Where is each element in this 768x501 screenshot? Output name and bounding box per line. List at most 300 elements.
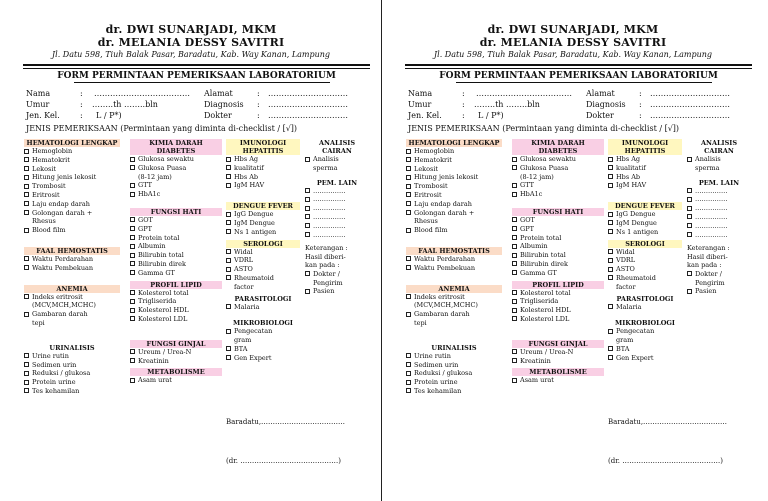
section-hematologi: HEMATOLOGI LENGKAP [406,139,502,147]
checklist-item-asam-urat[interactable] [512,376,604,385]
checklist-item-golongan-darah-rhesus[interactable] [406,209,502,227]
imunologi-list [608,155,682,190]
checklist-item-gen-expert[interactable] [226,354,300,363]
checklist-item-waktu-pembekuan[interactable] [406,264,502,273]
checklist-item-blank[interactable] [687,195,751,204]
checklist-item-kolesterol-total[interactable] [512,289,604,298]
checklist-item-pasien[interactable] [305,287,369,296]
checkbox[interactable] [24,175,29,180]
checklist-label: GPT [138,224,152,233]
checklist-item-vdrl[interactable] [608,256,682,265]
checklist-item-gambaran-darah-tepi[interactable] [406,310,502,328]
checkbox[interactable] [130,183,135,188]
checkbox[interactable] [130,358,135,363]
checkbox[interactable] [24,362,29,367]
checklist-item-reduksi-glukosa[interactable] [406,369,502,378]
checklist-item-hba1c[interactable] [512,190,604,199]
checklist-item-asto[interactable] [608,265,682,274]
checklist-label: Widal [616,247,635,256]
checklist-item-trigliserida[interactable] [512,297,604,306]
checklist-label: Golongan darah + [414,208,475,217]
keterangan-line-1: Hasil diberi- [687,252,728,261]
checklist-item-kolesterol-ldl[interactable] [130,315,222,324]
checkbox[interactable] [512,235,517,240]
checkbox[interactable] [24,353,29,358]
checkbox[interactable] [305,188,310,193]
checklist-label: Urine rutin [32,351,69,360]
checkbox[interactable] [226,220,231,225]
checkbox[interactable] [512,226,517,231]
checkbox[interactable] [406,312,411,317]
checkbox[interactable] [130,226,135,231]
section-kimia-darah: KIMIA DARAH DIABETES [130,139,222,155]
checkbox[interactable] [130,270,135,275]
checkbox[interactable] [406,149,411,154]
checkbox[interactable] [687,232,692,237]
checkbox[interactable] [305,289,310,294]
checkbox[interactable] [406,362,411,367]
checkbox[interactable] [687,197,692,202]
checklist-label: Protein urine [32,378,76,387]
checkbox[interactable] [512,165,517,170]
checklist-item-gamma-gt[interactable] [512,269,604,278]
checklist-item-blank[interactable] [687,231,751,240]
checklist-item-gen-expert[interactable] [608,354,682,363]
checkbox[interactable] [24,149,29,154]
checklist-label: Rheumatoid [616,273,656,282]
checkbox[interactable] [406,294,411,299]
checkbox[interactable] [512,244,517,249]
checklist-item-lekosit[interactable] [406,165,502,174]
checklist-item-reduksi-glukosa[interactable] [24,369,120,378]
dokter-field[interactable]: ………………………… [268,111,348,120]
checkbox[interactable] [687,271,692,276]
checklist-item-widal[interactable] [608,248,682,257]
checklist-item-blank[interactable] [305,231,369,240]
alamat-field[interactable]: ………………………… [650,89,730,98]
checkbox[interactable] [130,165,135,170]
checklist-item-pengecatan-gram[interactable] [226,327,300,345]
checkbox[interactable] [608,304,613,309]
diagnosis-field[interactable]: ………………………… [650,100,730,109]
section-analisis-cairan: ANALISIS CAIRAN [700,139,738,155]
checklist-label: Hbs Ag [616,155,641,163]
checklist-item-hbs-ab[interactable] [608,173,682,182]
checklist-item-gtt[interactable] [512,181,604,190]
checkbox[interactable] [305,223,310,228]
checklist-item-glukosa-puasa-8-12-jam[interactable] [512,164,604,182]
checkbox[interactable] [130,253,135,258]
checkbox[interactable] [305,206,310,211]
checklist-item-bilirubin-direk[interactable] [512,260,604,269]
checklist-label: Waktu Perdarahan [414,254,476,263]
checklist-item-ns-1-antigen[interactable] [608,228,682,237]
checklist-item-ureum-urea-n[interactable] [130,348,222,357]
checklist-item-bilirubin-total[interactable] [130,251,222,260]
checkbox[interactable] [305,214,310,219]
umur-field[interactable]: ……..th ……..bln [474,100,540,109]
checkbox[interactable] [512,261,517,266]
checklist-item-trombosit[interactable] [406,182,502,191]
checklist-item-albumin[interactable] [512,242,604,251]
checklist-item-kolesterol-hdl[interactable] [512,306,604,315]
checkbox[interactable] [512,192,517,197]
checkbox[interactable] [512,290,517,295]
checkbox[interactable] [406,380,411,385]
checklist-item-igm-dengue[interactable] [608,219,682,228]
checklist-item-waktu-perdarahan[interactable] [24,255,120,264]
checklist-label: Tes kehamilan [414,386,462,395]
checklist-item-indeks-eritrosit-mcv-mch-mchc[interactable] [24,293,120,311]
checkbox[interactable] [226,267,231,272]
checkbox[interactable] [608,165,613,170]
checkbox[interactable] [226,329,231,334]
checkbox[interactable] [226,275,231,280]
checkbox[interactable] [687,289,692,294]
checklist-item-ns-1-antigen[interactable] [226,228,300,237]
checklist-item-hitung-jenis-lekosit[interactable] [24,173,120,182]
checklist-label: Kreatinin [138,356,169,365]
checkbox[interactable] [608,174,613,179]
checkbox[interactable] [226,157,231,162]
checklist-label: Tes kehamilan [32,386,80,395]
clinic-address: Jl. Datu 598, Tiuh Balak Pasar, Baradatu, Kab. Way Kanan, Lampung [51,50,331,59]
nama-field[interactable]: ……………………………… [94,89,190,98]
checkbox[interactable] [130,244,135,249]
checkbox[interactable] [406,157,411,162]
umur-field[interactable]: ……..th ……..bln [92,100,158,109]
checkbox[interactable] [24,201,29,206]
checklist-item-bilirubin-total[interactable] [512,251,604,260]
checkbox[interactable] [226,304,231,309]
checkbox[interactable] [512,349,517,354]
checklist-item-trombosit[interactable] [24,182,120,191]
checklist-label: HbA1c [138,190,161,199]
checklist-item-laju-endap-darah[interactable] [406,200,502,209]
section-urinalisis: URINALISIS [49,343,95,352]
checkbox[interactable] [226,346,231,351]
checklist-item-hematokrit[interactable] [24,156,120,165]
checkbox[interactable] [608,355,613,360]
checkbox[interactable] [24,192,29,197]
checkbox[interactable] [512,183,517,188]
checklist-item-kreatinin[interactable] [512,357,604,366]
checkbox[interactable] [608,249,613,254]
faal-list [406,255,502,273]
checkbox[interactable] [512,253,517,258]
checkbox[interactable] [226,183,231,188]
checklist-item-widal[interactable] [226,248,300,257]
checkbox[interactable] [687,157,692,162]
checklist-item-asam-urat[interactable] [130,376,222,385]
checkbox[interactable] [305,271,310,276]
checklist-item-waktu-perdarahan[interactable] [406,255,502,264]
checkbox[interactable] [687,214,692,219]
checkbox[interactable] [406,201,411,206]
checklist-item-bilirubin-direk[interactable] [130,260,222,269]
checkbox[interactable] [406,192,411,197]
checklist-label: Trombosit [32,182,66,191]
checklist-item-indeks-eritrosit-mcv-mch-mchc[interactable] [406,293,502,311]
checkbox[interactable] [406,265,411,270]
checklist-label: Hbs Ab [234,172,259,181]
checkbox[interactable] [608,229,613,234]
checkbox[interactable] [24,388,29,393]
checklist-item-glukosa-puasa-8-12-jam[interactable] [130,164,222,182]
checkbox[interactable] [24,256,29,261]
checklist-label: …………… [695,212,728,221]
checklist-item-blank[interactable] [305,195,369,204]
checklist-label: Laju endap darah [414,199,472,208]
checkbox[interactable] [130,378,135,383]
checklist-item-igm-hav[interactable] [608,181,682,190]
checkbox[interactable] [687,206,692,211]
checklist-item-sedimen-urin[interactable] [406,361,502,370]
checkbox[interactable] [24,210,29,215]
checklist-item-kreatinin[interactable] [130,357,222,366]
checkbox[interactable] [406,210,411,215]
checkbox[interactable] [608,329,613,334]
jenkel-label: Jen. Kel. [26,111,60,120]
checklist-item-hbs-ab[interactable] [226,173,300,182]
checklist-item-analisis-sperma[interactable] [687,155,751,173]
nama-field[interactable]: ……………………………… [476,89,572,98]
checkbox[interactable] [687,188,692,193]
checkbox[interactable] [130,299,135,304]
checkbox[interactable] [512,358,517,363]
checkbox[interactable] [130,235,135,240]
checkbox[interactable] [406,175,411,180]
checklist-item-urine-rutin[interactable] [406,352,502,361]
checkbox[interactable] [226,355,231,360]
checkbox[interactable] [406,166,411,171]
checklist-item-hemoglobin[interactable] [24,147,120,156]
checkbox[interactable] [130,157,135,162]
checkbox[interactable] [24,184,29,189]
checklist-item-analisis-sperma[interactable] [305,155,369,173]
checklist-item-blank[interactable] [305,204,369,213]
checkbox[interactable] [512,316,517,321]
checklist-item-tes-kehamilan[interactable] [406,387,502,396]
checklist-item-hitung-jenis-lekosit[interactable] [406,173,502,182]
checklist-item-hemoglobin[interactable] [406,147,502,156]
checkbox[interactable] [608,157,613,162]
checklist-item-gambaran-darah-tepi[interactable] [24,310,120,328]
checklist-item-igg-dengue[interactable] [226,210,300,219]
checklist-item-eritrosit[interactable] [406,191,502,200]
doctor-signature: (dr. ……………………………………) [226,457,341,465]
checklist-item-igm-dengue[interactable] [226,219,300,228]
checkbox[interactable] [608,220,613,225]
checklist-item-malaria[interactable] [226,303,300,312]
checkbox[interactable] [305,232,310,237]
checklist-item-kualitatif[interactable] [226,164,300,173]
checklist-item-igm-hav[interactable] [226,181,300,190]
pem-lain-list [305,187,369,240]
checklist-item-trigliserida[interactable] [130,297,222,306]
column-analisis [305,139,369,296]
section-imunologi: IMUNOLOGI HEPATITIS [608,139,682,155]
checklist-item-hematokrit[interactable] [406,156,502,165]
checkbox[interactable] [608,346,613,351]
checklist-item-sedimen-urin[interactable] [24,361,120,370]
checklist-label: Reduksi / glukosa [32,369,91,378]
checklist-label-cont: factor [616,282,636,291]
checklist-label: GTT [138,181,152,190]
checklist-item-blank[interactable] [687,187,751,196]
checkbox[interactable] [24,157,29,162]
checklist-item-hbs-ag[interactable] [608,155,682,164]
checkbox[interactable] [130,308,135,313]
alamat-field[interactable]: ………………………… [268,89,348,98]
checkbox[interactable] [406,228,411,233]
checkbox[interactable] [226,174,231,179]
checklist-label: Lekosit [32,164,57,173]
checklist-item-got[interactable] [512,216,604,225]
lab-request-form-left [4,0,378,501]
checklist-item-protein-total[interactable] [130,234,222,243]
checklist-item-waktu-pembekuan[interactable] [24,264,120,273]
dokter-field[interactable]: ………………………… [650,111,730,120]
checklist-item-rheumatoid-factor[interactable] [608,274,682,292]
checkbox[interactable] [406,388,411,393]
checklist-item-blank[interactable] [305,222,369,231]
checklist-item-protein-total[interactable] [512,234,604,243]
checklist-item-dokter-pengirim[interactable] [687,270,751,288]
checklist-label: …………… [313,195,346,204]
checklist-item-blank[interactable] [305,187,369,196]
checkbox[interactable] [687,223,692,228]
checklist-item-laju-endap-darah[interactable] [24,200,120,209]
checkbox[interactable] [406,256,411,261]
checklist-item-blank[interactable] [687,204,751,213]
checkbox[interactable] [608,258,613,263]
checkbox[interactable] [226,229,231,234]
checklist-item-glukosa-sewaktu[interactable] [512,155,604,164]
checklist-item-protein-urine[interactable] [406,378,502,387]
checklist-item-golongan-darah-rhesus[interactable] [24,209,120,227]
checklist-item-eritrosit[interactable] [24,191,120,200]
hematologi-list [406,147,502,235]
checkbox[interactable] [305,197,310,202]
checklist-item-dokter-pengirim[interactable] [305,270,369,288]
checkbox[interactable] [130,261,135,266]
jenkel-label: Jen. Kel. [408,111,442,120]
checkbox[interactable] [512,217,517,222]
checkbox[interactable] [130,316,135,321]
checkbox[interactable] [406,353,411,358]
checklist-item-hba1c[interactable] [130,190,222,199]
form-title: FORM PERMINTAAN PEMERIKSAAN LABORATORIUM [57,71,336,81]
checklist-item-gpt[interactable] [512,225,604,234]
jenkel-field[interactable]: L / P*) [96,111,122,120]
checklist-item-hbs-ag[interactable] [226,155,300,164]
keterangan-line-2: kan pada : [687,261,722,270]
checkbox[interactable] [24,380,29,385]
checklist-item-rheumatoid-factor[interactable] [226,274,300,292]
checklist-item-tes-kehamilan[interactable] [24,387,120,396]
checklist-item-pengecatan-gram[interactable] [608,327,682,345]
checklist-item-glukosa-sewaktu[interactable] [130,155,222,164]
checkbox[interactable] [226,165,231,170]
checkbox[interactable] [130,349,135,354]
checkbox[interactable] [512,308,517,313]
checklist-item-blank[interactable] [305,213,369,222]
checklist-item-asto[interactable] [226,265,300,274]
checklist-item-gpt[interactable] [130,225,222,234]
checklist-item-malaria[interactable] [608,303,682,312]
checklist-label: Indeks eritrosit [32,292,83,301]
checklist-item-albumin[interactable] [130,242,222,251]
checkbox[interactable] [226,258,231,263]
checkbox[interactable] [608,212,613,217]
checkbox[interactable] [406,371,411,376]
checklist-item-kolesterol-ldl[interactable] [512,315,604,324]
checklist-item-kolesterol-hdl[interactable] [130,306,222,315]
checklist-item-urine-rutin[interactable] [24,352,120,361]
checklist-item-lekosit[interactable] [24,165,120,174]
checkbox[interactable] [226,249,231,254]
checklist-item-blood-film[interactable] [24,226,120,235]
checkbox[interactable] [24,166,29,171]
analisis-list [687,155,751,173]
checkbox[interactable] [608,183,613,188]
doctor-name-1: dr. DWI SUNARJADI, MKM [487,23,659,36]
dengue-list [226,210,300,236]
checkbox[interactable] [24,228,29,233]
checkbox[interactable] [130,192,135,197]
checklist-item-blank[interactable] [687,222,751,231]
checkbox[interactable] [130,290,135,295]
diagnosis-field[interactable]: ………………………… [268,100,348,109]
checklist-item-kualitatif[interactable] [608,164,682,173]
checklist-label: Urine rutin [414,351,451,360]
checklist-label: …………… [313,212,346,221]
checkbox[interactable] [512,157,517,162]
checklist-item-blood-film[interactable] [406,226,502,235]
checkbox[interactable] [608,275,613,280]
checklist-item-got[interactable] [130,216,222,225]
checkbox[interactable] [512,270,517,275]
checklist-item-bta[interactable] [608,345,682,354]
checklist-item-bta[interactable] [226,345,300,354]
checkbox[interactable] [406,184,411,189]
checklist-label: Pasien [695,287,717,296]
checklist-item-pasien[interactable] [687,287,751,296]
checkbox[interactable] [24,312,29,317]
checklist-item-ureum-urea-n[interactable] [512,348,604,357]
checklist-item-igg-dengue[interactable] [608,210,682,219]
checkbox[interactable] [130,217,135,222]
checkbox[interactable] [226,212,231,217]
checklist-item-blank[interactable] [687,213,751,222]
jenkel-field[interactable]: L / P*) [478,111,504,120]
checkbox[interactable] [24,371,29,376]
checkbox[interactable] [512,299,517,304]
checkbox[interactable] [305,157,310,162]
section-fungsi-ginjal: FUNGSI GINJAL [512,340,604,348]
checkbox[interactable] [24,265,29,270]
checkbox[interactable] [512,378,517,383]
checklist-item-vdrl[interactable] [226,256,300,265]
checklist-item-gtt[interactable] [130,181,222,190]
checklist-item-gamma-gt[interactable] [130,269,222,278]
checklist-item-kolesterol-total[interactable] [130,289,222,298]
checklist-label: Gambaran darah [414,310,470,319]
checkbox[interactable] [24,294,29,299]
checklist-item-protein-urine[interactable] [24,378,120,387]
checkbox[interactable] [608,267,613,272]
